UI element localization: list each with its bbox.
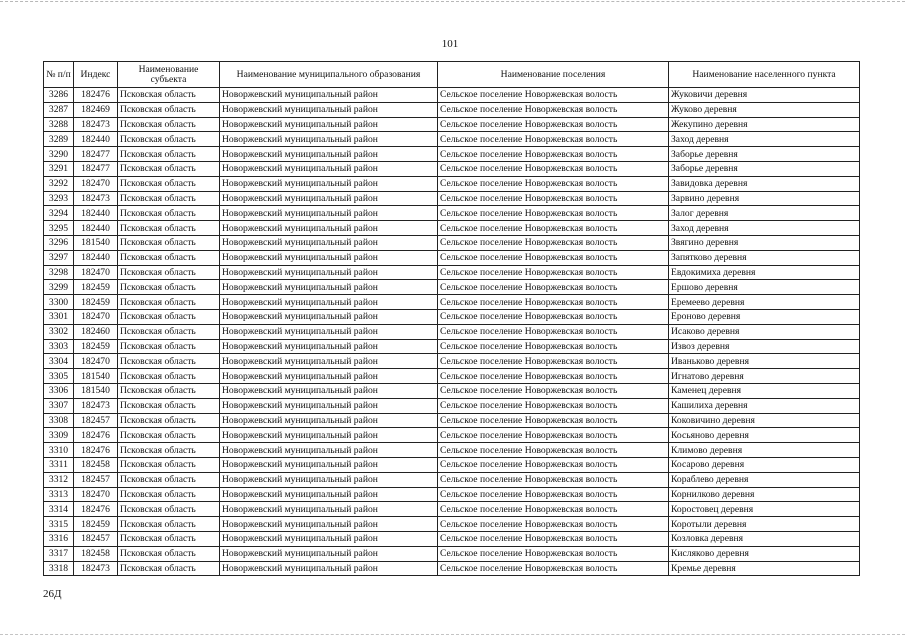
cell-number: 3302 bbox=[44, 324, 74, 339]
cell-municipality: Новоржевский муниципальный район bbox=[220, 324, 438, 339]
cell-settlement: Сельское поселение Новоржевская волость bbox=[438, 265, 669, 280]
settlements-table bbox=[43, 61, 860, 576]
cell-locality: Иваньково деревня bbox=[669, 354, 860, 369]
cell-number: 3309 bbox=[44, 428, 74, 443]
cell-number: 3316 bbox=[44, 531, 74, 546]
cell-number: 3299 bbox=[44, 280, 74, 295]
cell-locality: Евдокимиха деревня bbox=[669, 265, 860, 280]
cell-municipality: Новоржевский муниципальный район bbox=[220, 369, 438, 384]
cell-municipality: Новоржевский муниципальный район bbox=[220, 502, 438, 517]
cell-settlement: Сельское поселение Новоржевская волость bbox=[438, 88, 669, 103]
cell-settlement: Сельское поселение Новоржевская волость bbox=[438, 369, 669, 384]
table-row bbox=[44, 487, 860, 502]
header-municipality: Наименование муниципального образования bbox=[220, 62, 438, 88]
cell-settlement: Сельское поселение Новоржевская волость bbox=[438, 191, 669, 206]
cell-subject: Псковская область bbox=[118, 88, 220, 103]
cell-municipality: Новоржевский муниципальный район bbox=[220, 132, 438, 147]
cell-municipality: Новоржевский муниципальный район bbox=[220, 265, 438, 280]
cell-index: 182476 bbox=[74, 428, 118, 443]
cell-number: 3295 bbox=[44, 221, 74, 236]
cell-index: 182470 bbox=[74, 176, 118, 191]
table-row bbox=[44, 354, 860, 369]
footer-code: 26Д bbox=[43, 588, 62, 600]
cell-index: 182457 bbox=[74, 531, 118, 546]
table-row bbox=[44, 176, 860, 191]
cell-municipality: Новоржевский муниципальный район bbox=[220, 443, 438, 458]
cell-municipality: Новоржевский муниципальный район bbox=[220, 235, 438, 250]
table-row bbox=[44, 531, 860, 546]
cell-municipality: Новоржевский муниципальный район bbox=[220, 295, 438, 310]
cell-settlement: Сельское поселение Новоржевская волость bbox=[438, 132, 669, 147]
cell-settlement: Сельское поселение Новоржевская волость bbox=[438, 383, 669, 398]
cell-locality: Коковичино деревня bbox=[669, 413, 860, 428]
header-index: Индекс bbox=[74, 62, 118, 88]
cell-settlement: Сельское поселение Новоржевская волость bbox=[438, 339, 669, 354]
cell-settlement: Сельское поселение Новоржевская волость bbox=[438, 502, 669, 517]
table-row bbox=[44, 221, 860, 236]
cell-subject: Псковская область bbox=[118, 132, 220, 147]
cell-locality: Коротыли деревня bbox=[669, 517, 860, 532]
cell-settlement: Сельское поселение Новоржевская волость bbox=[438, 206, 669, 221]
cell-index: 182476 bbox=[74, 443, 118, 458]
cell-number: 3310 bbox=[44, 443, 74, 458]
cell-locality: Ероново деревня bbox=[669, 309, 860, 324]
table-row bbox=[44, 472, 860, 487]
cell-locality: Коростовец деревня bbox=[669, 502, 860, 517]
cell-subject: Псковская область bbox=[118, 472, 220, 487]
cell-settlement: Сельское поселение Новоржевская волость bbox=[438, 428, 669, 443]
table-row bbox=[44, 235, 860, 250]
cell-subject: Псковская область bbox=[118, 102, 220, 117]
cell-municipality: Новоржевский муниципальный район bbox=[220, 517, 438, 532]
cell-index: 182458 bbox=[74, 546, 118, 561]
cell-index: 182459 bbox=[74, 517, 118, 532]
table-row bbox=[44, 502, 860, 517]
table-row bbox=[44, 147, 860, 162]
cell-municipality: Новоржевский муниципальный район bbox=[220, 561, 438, 576]
cell-number: 3311 bbox=[44, 457, 74, 472]
cell-settlement: Сельское поселение Новоржевская волость bbox=[438, 280, 669, 295]
cell-locality: Ершово деревня bbox=[669, 280, 860, 295]
cell-subject: Псковская область bbox=[118, 206, 220, 221]
cell-number: 3296 bbox=[44, 235, 74, 250]
table-row bbox=[44, 339, 860, 354]
cell-subject: Псковская область bbox=[118, 176, 220, 191]
cell-settlement: Сельское поселение Новоржевская волость bbox=[438, 413, 669, 428]
cell-index: 182473 bbox=[74, 191, 118, 206]
cell-index: 182476 bbox=[74, 88, 118, 103]
cell-locality: Косьяново деревня bbox=[669, 428, 860, 443]
cell-index: 182473 bbox=[74, 398, 118, 413]
cell-subject: Псковская область bbox=[118, 531, 220, 546]
cell-locality: Кораблево деревня bbox=[669, 472, 860, 487]
cell-locality: Кашилиха деревня bbox=[669, 398, 860, 413]
cell-subject: Псковская область bbox=[118, 369, 220, 384]
cell-settlement: Сельское поселение Новоржевская волость bbox=[438, 354, 669, 369]
cell-municipality: Новоржевский муниципальный район bbox=[220, 250, 438, 265]
cell-subject: Псковская область bbox=[118, 265, 220, 280]
cell-municipality: Новоржевский муниципальный район bbox=[220, 413, 438, 428]
cell-index: 182440 bbox=[74, 132, 118, 147]
cell-index: 182457 bbox=[74, 413, 118, 428]
cell-subject: Псковская область bbox=[118, 354, 220, 369]
cell-number: 3300 bbox=[44, 295, 74, 310]
cell-number: 3291 bbox=[44, 161, 74, 176]
cell-municipality: Новоржевский муниципальный район bbox=[220, 221, 438, 236]
cell-municipality: Новоржевский муниципальный район bbox=[220, 457, 438, 472]
cell-locality: Залог деревня bbox=[669, 206, 860, 221]
cell-locality: Заборье деревня bbox=[669, 161, 860, 176]
cell-number: 3303 bbox=[44, 339, 74, 354]
header-number: № п/п bbox=[44, 62, 74, 88]
cell-locality: Заход деревня bbox=[669, 221, 860, 236]
cell-subject: Псковская область bbox=[118, 502, 220, 517]
cell-locality: Каменец деревня bbox=[669, 383, 860, 398]
table-row bbox=[44, 206, 860, 221]
scan-edge-bottom bbox=[0, 634, 905, 635]
cell-subject: Псковская область bbox=[118, 280, 220, 295]
cell-locality: Жуковичи деревня bbox=[669, 88, 860, 103]
cell-settlement: Сельское поселение Новоржевская волость bbox=[438, 102, 669, 117]
cell-subject: Псковская область bbox=[118, 487, 220, 502]
cell-locality: Климово деревня bbox=[669, 443, 860, 458]
cell-settlement: Сельское поселение Новоржевская волость bbox=[438, 176, 669, 191]
cell-settlement: Сельское поселение Новоржевская волость bbox=[438, 472, 669, 487]
table-row bbox=[44, 88, 860, 103]
cell-number: 3304 bbox=[44, 354, 74, 369]
table-row bbox=[44, 309, 860, 324]
cell-index: 182470 bbox=[74, 354, 118, 369]
cell-subject: Псковская область bbox=[118, 339, 220, 354]
cell-locality: Кремье деревня bbox=[669, 561, 860, 576]
cell-subject: Псковская область bbox=[118, 309, 220, 324]
table-row bbox=[44, 102, 860, 117]
cell-settlement: Сельское поселение Новоржевская волость bbox=[438, 398, 669, 413]
cell-number: 3288 bbox=[44, 117, 74, 132]
cell-settlement: Сельское поселение Новоржевская волость bbox=[438, 250, 669, 265]
cell-settlement: Сельское поселение Новоржевская волость bbox=[438, 147, 669, 162]
table-row bbox=[44, 265, 860, 280]
cell-locality: Извоз деревня bbox=[669, 339, 860, 354]
table-row bbox=[44, 324, 860, 339]
cell-locality: Звягино деревня bbox=[669, 235, 860, 250]
cell-municipality: Новоржевский муниципальный район bbox=[220, 472, 438, 487]
cell-locality: Заход деревня bbox=[669, 132, 860, 147]
cell-number: 3290 bbox=[44, 147, 74, 162]
table-row bbox=[44, 517, 860, 532]
cell-number: 3305 bbox=[44, 369, 74, 384]
cell-number: 3287 bbox=[44, 102, 74, 117]
cell-settlement: Сельское поселение Новоржевская волость bbox=[438, 309, 669, 324]
cell-municipality: Новоржевский муниципальный район bbox=[220, 339, 438, 354]
header-locality: Наименование населенного пункта bbox=[669, 62, 860, 88]
cell-locality: Исаково деревня bbox=[669, 324, 860, 339]
table-row bbox=[44, 428, 860, 443]
cell-subject: Псковская область bbox=[118, 517, 220, 532]
cell-index: 182473 bbox=[74, 561, 118, 576]
cell-settlement: Сельское поселение Новоржевская волость bbox=[438, 324, 669, 339]
cell-subject: Псковская область bbox=[118, 398, 220, 413]
cell-subject: Псковская область bbox=[118, 117, 220, 132]
cell-index: 182470 bbox=[74, 309, 118, 324]
cell-number: 3307 bbox=[44, 398, 74, 413]
cell-index: 182460 bbox=[74, 324, 118, 339]
cell-municipality: Новоржевский муниципальный район bbox=[220, 147, 438, 162]
cell-settlement: Сельское поселение Новоржевская волость bbox=[438, 235, 669, 250]
cell-settlement: Сельское поселение Новоржевская волость bbox=[438, 117, 669, 132]
cell-municipality: Новоржевский муниципальный район bbox=[220, 117, 438, 132]
cell-locality: Корнилково деревня bbox=[669, 487, 860, 502]
cell-index: 182440 bbox=[74, 206, 118, 221]
page-number: 101 bbox=[441, 38, 459, 50]
cell-number: 3313 bbox=[44, 487, 74, 502]
cell-locality: Козловка деревня bbox=[669, 531, 860, 546]
cell-settlement: Сельское поселение Новоржевская волость bbox=[438, 443, 669, 458]
cell-municipality: Новоржевский муниципальный район bbox=[220, 176, 438, 191]
cell-index: 181540 bbox=[74, 383, 118, 398]
cell-index: 182469 bbox=[74, 102, 118, 117]
cell-index: 182476 bbox=[74, 502, 118, 517]
cell-settlement: Сельское поселение Новоржевская волость bbox=[438, 295, 669, 310]
header-row bbox=[44, 62, 860, 88]
cell-index: 182459 bbox=[74, 295, 118, 310]
table-row bbox=[44, 191, 860, 206]
cell-index: 182459 bbox=[74, 339, 118, 354]
cell-settlement: Сельское поселение Новоржевская волость bbox=[438, 546, 669, 561]
cell-number: 3286 bbox=[44, 88, 74, 103]
cell-number: 3317 bbox=[44, 546, 74, 561]
table-row bbox=[44, 295, 860, 310]
cell-settlement: Сельское поселение Новоржевская волость bbox=[438, 561, 669, 576]
cell-subject: Псковская область bbox=[118, 147, 220, 162]
table-row bbox=[44, 443, 860, 458]
cell-subject: Псковская область bbox=[118, 191, 220, 206]
cell-number: 3308 bbox=[44, 413, 74, 428]
cell-number: 3314 bbox=[44, 502, 74, 517]
cell-number: 3289 bbox=[44, 132, 74, 147]
cell-index: 181540 bbox=[74, 369, 118, 384]
table-row bbox=[44, 161, 860, 176]
cell-municipality: Новоржевский муниципальный район bbox=[220, 102, 438, 117]
cell-locality: Кисляково деревня bbox=[669, 546, 860, 561]
cell-locality: Зарвино деревня bbox=[669, 191, 860, 206]
cell-number: 3293 bbox=[44, 191, 74, 206]
cell-locality: Завидовка деревня bbox=[669, 176, 860, 191]
cell-number: 3312 bbox=[44, 472, 74, 487]
cell-number: 3292 bbox=[44, 176, 74, 191]
cell-municipality: Новоржевский муниципальный район bbox=[220, 531, 438, 546]
cell-settlement: Сельское поселение Новоржевская волость bbox=[438, 161, 669, 176]
cell-subject: Псковская область bbox=[118, 295, 220, 310]
cell-locality: Жуково деревня bbox=[669, 102, 860, 117]
cell-municipality: Новоржевский муниципальный район bbox=[220, 398, 438, 413]
cell-number: 3301 bbox=[44, 309, 74, 324]
cell-index: 182458 bbox=[74, 457, 118, 472]
cell-subject: Псковская область bbox=[118, 413, 220, 428]
cell-locality: Еремеево деревня bbox=[669, 295, 860, 310]
cell-municipality: Новоржевский муниципальный район bbox=[220, 428, 438, 443]
cell-subject: Псковская область bbox=[118, 546, 220, 561]
cell-municipality: Новоржевский муниципальный район bbox=[220, 354, 438, 369]
cell-municipality: Новоржевский муниципальный район bbox=[220, 546, 438, 561]
cell-locality: Заборье деревня bbox=[669, 147, 860, 162]
cell-index: 182440 bbox=[74, 250, 118, 265]
cell-municipality: Новоржевский муниципальный район bbox=[220, 88, 438, 103]
cell-index: 182459 bbox=[74, 280, 118, 295]
cell-number: 3294 bbox=[44, 206, 74, 221]
cell-subject: Псковская область bbox=[118, 250, 220, 265]
cell-settlement: Сельское поселение Новоржевская волость bbox=[438, 517, 669, 532]
cell-locality: Жекупино деревня bbox=[669, 117, 860, 132]
cell-subject: Псковская область bbox=[118, 561, 220, 576]
cell-number: 3315 bbox=[44, 517, 74, 532]
cell-index: 182457 bbox=[74, 472, 118, 487]
cell-locality: Игнатово деревня bbox=[669, 369, 860, 384]
cell-index: 182477 bbox=[74, 161, 118, 176]
cell-settlement: Сельское поселение Новоржевская волость bbox=[438, 487, 669, 502]
cell-settlement: Сельское поселение Новоржевская волость bbox=[438, 221, 669, 236]
cell-index: 182470 bbox=[74, 487, 118, 502]
table-row bbox=[44, 383, 860, 398]
cell-settlement: Сельское поселение Новоржевская волость bbox=[438, 457, 669, 472]
table-row bbox=[44, 561, 860, 576]
cell-subject: Псковская область bbox=[118, 235, 220, 250]
cell-locality: Запятково деревня bbox=[669, 250, 860, 265]
cell-index: 181540 bbox=[74, 235, 118, 250]
table-row bbox=[44, 369, 860, 384]
cell-subject: Псковская область bbox=[118, 383, 220, 398]
header-subject: Наименование субъекта bbox=[118, 62, 220, 88]
cell-index: 182470 bbox=[74, 265, 118, 280]
cell-locality: Косарово деревня bbox=[669, 457, 860, 472]
table-header bbox=[44, 62, 860, 88]
table-row bbox=[44, 132, 860, 147]
cell-municipality: Новоржевский муниципальный район bbox=[220, 191, 438, 206]
header-settlement: Наименование поселения bbox=[438, 62, 669, 88]
cell-municipality: Новоржевский муниципальный район bbox=[220, 487, 438, 502]
cell-subject: Псковская область bbox=[118, 457, 220, 472]
table-row bbox=[44, 546, 860, 561]
cell-settlement: Сельское поселение Новоржевская волость bbox=[438, 531, 669, 546]
cell-number: 3298 bbox=[44, 265, 74, 280]
table-row bbox=[44, 280, 860, 295]
cell-municipality: Новоржевский муниципальный район bbox=[220, 280, 438, 295]
cell-number: 3297 bbox=[44, 250, 74, 265]
cell-municipality: Новоржевский муниципальный район bbox=[220, 309, 438, 324]
table-row bbox=[44, 117, 860, 132]
cell-municipality: Новоржевский муниципальный район bbox=[220, 383, 438, 398]
cell-subject: Псковская область bbox=[118, 428, 220, 443]
table-row bbox=[44, 413, 860, 428]
cell-subject: Псковская область bbox=[118, 324, 220, 339]
cell-number: 3318 bbox=[44, 561, 74, 576]
table-row bbox=[44, 250, 860, 265]
table-body bbox=[44, 88, 860, 576]
table-row bbox=[44, 398, 860, 413]
table-row bbox=[44, 457, 860, 472]
cell-municipality: Новоржевский муниципальный район bbox=[220, 206, 438, 221]
cell-subject: Псковская область bbox=[118, 161, 220, 176]
cell-index: 182477 bbox=[74, 147, 118, 162]
cell-subject: Псковская область bbox=[118, 443, 220, 458]
cell-subject: Псковская область bbox=[118, 221, 220, 236]
cell-municipality: Новоржевский муниципальный район bbox=[220, 161, 438, 176]
cell-index: 182473 bbox=[74, 117, 118, 132]
scan-edge-top bbox=[0, 1, 905, 2]
cell-number: 3306 bbox=[44, 383, 74, 398]
cell-index: 182440 bbox=[74, 221, 118, 236]
